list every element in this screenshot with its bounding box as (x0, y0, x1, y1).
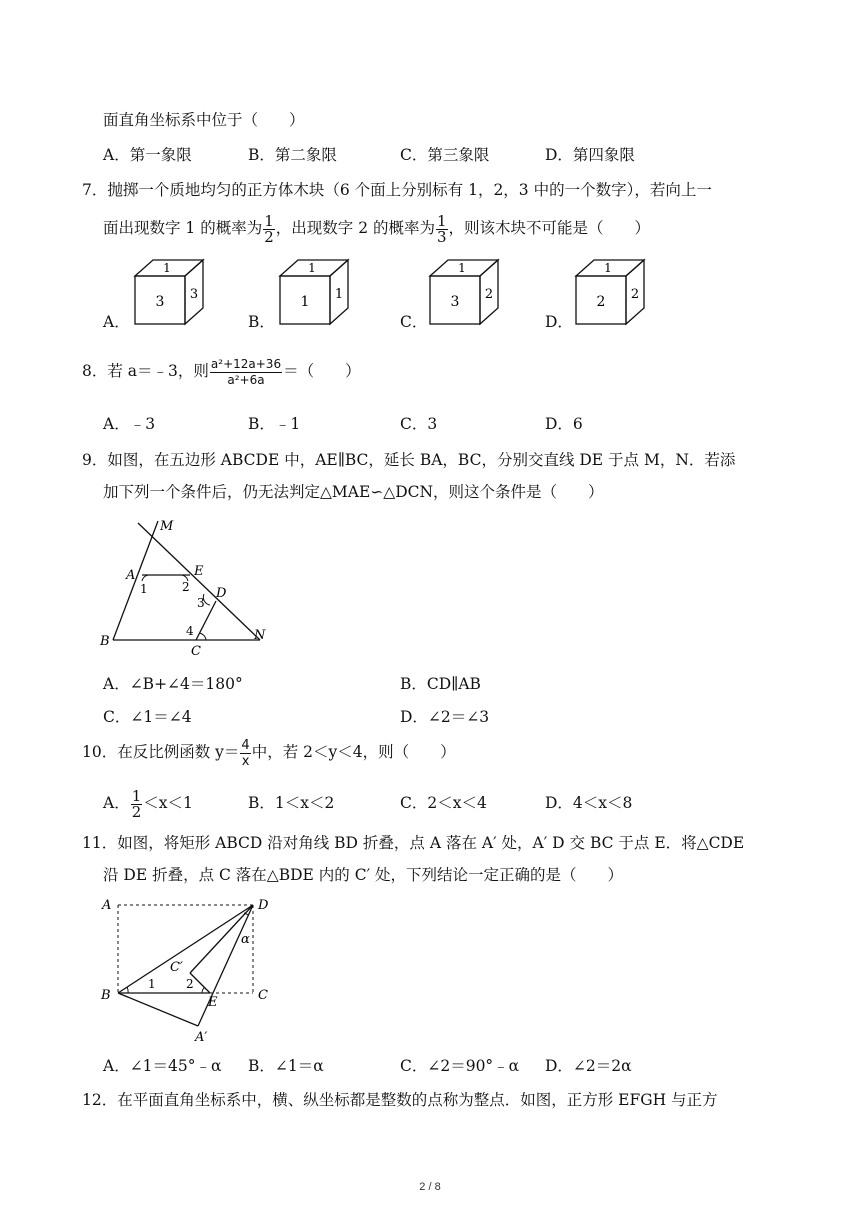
q9-option-a: A．∠B+∠4＝180° (103, 675, 243, 693)
q11-option-b: B．∠1＝α (248, 1057, 324, 1075)
q8-line (82, 356, 361, 388)
label-M: M (160, 519, 174, 534)
label-angle-1: 1 (148, 977, 156, 991)
q7-option-c-label: C． (400, 313, 428, 331)
cube-figure-a (133, 258, 207, 328)
q8-option-a: A．﹣3 (103, 415, 156, 433)
label-angle-4: 4 (186, 624, 194, 638)
q6-option-a: A．第一象限 (103, 146, 192, 164)
label-B: B (101, 988, 111, 1003)
q7-line2-b: ，出现数字 2 的概率为 (275, 219, 435, 237)
q10-option-b: B．1＜x＜2 (248, 794, 335, 812)
cube-figure-c (428, 258, 502, 328)
cube-figure-b (278, 258, 352, 328)
cube-b-side: 1 (334, 287, 344, 302)
q7-line2-c: ，则该木块不可能是（ ） (448, 219, 651, 237)
q7-option-b-label: B． (248, 313, 275, 331)
q8-prefix: 8．若 a＝﹣3，则 (82, 362, 209, 380)
q10-option-a-fraction: $\frac{1}{2}$ (131, 786, 142, 821)
label-E: E (194, 564, 204, 579)
q8-suffix: ＝（ ） (283, 362, 361, 380)
label-angle-2: 2 (186, 977, 194, 991)
q6-option-c: C．第三象限 (400, 146, 490, 164)
q8-option-c: C．3 (400, 415, 438, 433)
cube-b-front: 1 (300, 294, 310, 310)
q7-line1: 7．抛掷一个质地均匀的正方体木块（6 个面上分别标有 1，2，3 中的一个数字），若向上一 (82, 181, 712, 199)
pentagon-figure (98, 515, 278, 660)
q10-option-d: D．4＜x＜8 (545, 794, 633, 812)
q11-line2: 沿 DE 折叠，点 C 落在△BDE 内的 C′ 处，下列结论一定正确的是（ ） (103, 866, 624, 884)
q9-option-b: B．CD∥AB (400, 675, 481, 693)
cube-a-side: 3 (189, 287, 199, 302)
q11-option-a: A．∠1＝45°﹣α (103, 1057, 222, 1075)
cube-d-side: 2 (630, 287, 640, 302)
q6-option-d: D．第四象限 (545, 146, 635, 164)
q7-fraction-2: $\frac{1}{3}$ (436, 211, 447, 246)
q6-text: 面直角坐标系中位于（ ） (103, 111, 305, 129)
q10-option-c: C．2＜x＜4 (400, 794, 487, 812)
q10-line (82, 737, 456, 769)
q8-fraction: $\frac{\text{a²+12a+36}}{\text{a²+6a}}$ (210, 356, 282, 387)
label-A: A (126, 568, 136, 583)
label-angle-3: 3 (197, 596, 205, 610)
cube-b-top: 1 (308, 261, 316, 275)
cube-c-top: 1 (458, 261, 466, 275)
q7-option-d-label: D． (545, 313, 573, 331)
q7-fraction-1: $\frac{1}{2}$ (264, 211, 274, 246)
q7-option-a-label: A． (103, 313, 130, 331)
q7-line2 (103, 213, 650, 245)
label-C-prime: C′ (170, 960, 183, 975)
q11-option-d: D．∠2＝2α (545, 1057, 632, 1075)
q11-option-c: C．∠2＝90°﹣α (400, 1057, 520, 1075)
label-angle-1: 1 (140, 582, 148, 596)
cube-figure-d (574, 258, 648, 328)
cube-a-top: 1 (163, 261, 171, 275)
cube-c-front: 3 (450, 294, 460, 310)
rectangle-fold-figure (98, 893, 278, 1048)
label-angle-2: 2 (182, 580, 190, 594)
label-D: D (258, 898, 269, 913)
q8-option-b: B．﹣1 (248, 415, 301, 433)
label-A-prime: A′ (195, 1030, 208, 1045)
q9-line2: 加下列一个条件后，仍无法判定△MAE∽△DCN，则这个条件是（ ） (103, 483, 604, 501)
q9-option-c: C．∠1＝∠4 (103, 708, 192, 726)
q12-line1: 12．在平面直角坐标系中，横、纵坐标都是整数的点称为整点．如图，正方形 EFGH 与正方 (82, 1091, 718, 1109)
q10-suffix: 中，若 2＜y＜4，则（ ） (251, 743, 456, 761)
label-C: C (191, 644, 201, 659)
q10-prefix: 10．在反比例函数 y＝ (82, 743, 240, 761)
label-N: N (254, 628, 266, 643)
label-A: A (102, 898, 112, 913)
q8-option-d: D．6 (545, 415, 583, 433)
page-number: 2 / 8 (419, 1181, 441, 1193)
q9-line1: 9．如图，在五边形 ABCDE 中，AE∥BC，延长 BA，BC，分别交直线 DE 于点 M，N．若添 (82, 451, 736, 469)
q10-option-a: A． $\frac{1}{2}$ ＜x＜1 (103, 786, 193, 821)
q10-fraction: $\frac{4}{x}$ (241, 737, 250, 769)
cube-c-side: 2 (484, 287, 494, 302)
label-B: B (100, 634, 110, 649)
q9-option-d: D．∠2＝∠3 (400, 708, 490, 726)
label-E: E (208, 995, 218, 1010)
cube-a-front: 3 (155, 294, 165, 310)
q7-line2-a: 面出现数字 1 的概率为 (103, 219, 263, 237)
label-C: C (258, 988, 268, 1003)
q11-line1: 11．如图，将矩形 ABCD 沿对角线 BD 折叠，点 A 落在 A′ 处，A′ D 交 BC 于点 E．将△CDE (82, 834, 745, 852)
q6-option-b: B．第二象限 (248, 146, 337, 164)
cube-d-top: 1 (604, 261, 612, 275)
label-D: D (216, 586, 227, 601)
cube-d-front: 2 (596, 294, 606, 310)
label-alpha: α (241, 932, 250, 947)
